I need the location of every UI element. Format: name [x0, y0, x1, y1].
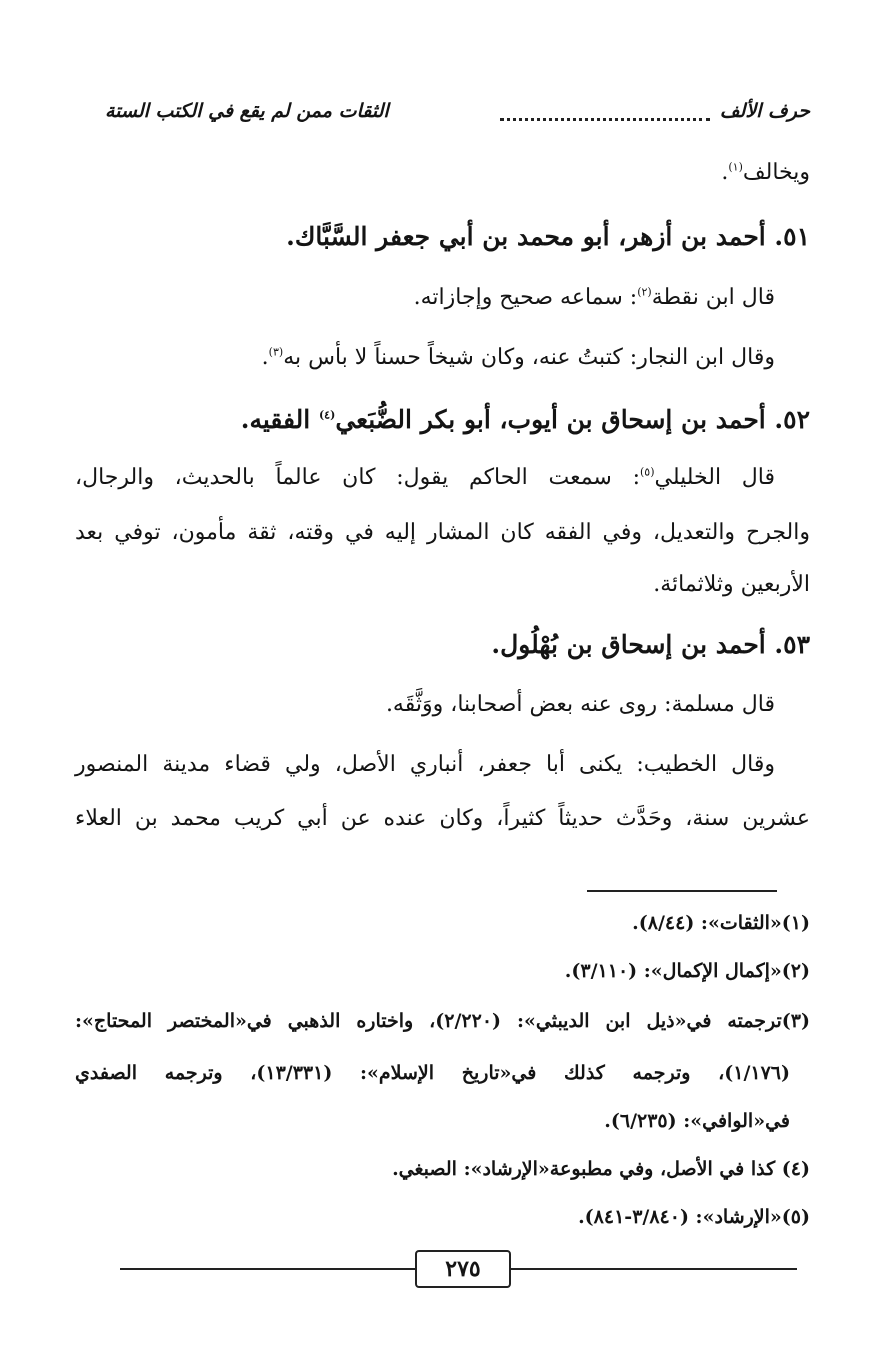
body-line-1: قال ابن نقطة$^{(٢)}$: سماعه صحيح وإجازاته. — [413, 285, 775, 310]
footnote-4: (٤) كذا في الأصل، وفي مطبوعة«الإرشاد»: الصبغي. — [392, 1158, 810, 1180]
page-number: ٢٧٥ — [415, 1250, 511, 1288]
footer-rule-right — [499, 1268, 797, 1270]
body-line-6: قال مسلمة: روى عنه بعض أصحابنا، ووَثَّقَه. — [385, 692, 775, 717]
footnote-5: (٥)«الإرشاد»: (٣/٨٤٠-٨٤١). — [578, 1206, 810, 1228]
footnote-divider — [587, 890, 777, 892]
entry-52-heading: ٥٢. أحمد بن إسحاق بن أيوب، أبو بكر الضُّبَعي$^{(٤)}$ الفقيه. — [240, 405, 810, 434]
header-book-title: الثقات ممن لم يقع في الكتب الستة — [105, 100, 389, 122]
body-line-5: الأربعين وثلاثمائة. — [653, 572, 810, 597]
header-dot-leader — [500, 106, 710, 121]
running-header — [105, 100, 810, 130]
footnote-ref-4: (٤) — [318, 408, 336, 422]
footer-rule-left — [120, 1268, 418, 1270]
body-line-7: وقال الخطيب: يكنى أبا جعفر، أنباري الأصل، ولي قضاء مدينة المنصور — [75, 752, 775, 777]
footnote-1: (١)«الثقات»: (٨/٤٤). — [632, 912, 810, 934]
footnote-ref-5: (٥) — [639, 465, 655, 479]
footnote-ref-1: (١) — [728, 160, 743, 174]
footnote-3-line-1: (٣)ترجمته في«ذيل ابن الديبثي»: (٢/٢٢٠)، واختاره الذهبي في«المختصر المحتاج»: — [75, 1010, 810, 1032]
footnote-3-line-2: (١/١٧٦)، وترجمه كذلك في«تاريخ الإسلام»: (١٣/٣٣١)، وترجمه الصفدي — [75, 1062, 790, 1084]
body-line-0: ويخالف$^{(١)}$. — [721, 160, 810, 185]
footnote-ref-3: (٣) — [268, 345, 284, 359]
body-line-4: والجرح والتعديل، وفي الفقه كان المشار إليه في وقته، ثقة مأمون، توفي بعد — [75, 520, 810, 545]
body-line-3: قال الخليلي$^{(٥)}$: سمعت الحاكم يقول: كان عالماً بالحديث، والرجال، — [75, 465, 775, 490]
entry-51-heading: ٥١. أحمد بن أزهر، أبو محمد بن أبي جعفر السَّبَّاك. — [286, 222, 810, 251]
footnote-ref-2: (٢) — [637, 285, 652, 299]
header-chapter: حرف الألف — [719, 100, 810, 122]
footnote-3-line-3: في«الوافي»: (٦/٢٣٥). — [604, 1110, 790, 1132]
footnote-2: (٢)«إكمال الإكمال»: (٣/١١٠). — [564, 960, 810, 982]
entry-53-heading: ٥٣. أحمد بن إسحاق بن بُهْلُول. — [491, 630, 810, 659]
body-line-8: عشرين سنة، وحَدَّث حديثاً كثيراً، وكان عنده عن أبي كريب محمد بن العلاء — [75, 806, 810, 831]
body-line-2: وقال ابن النجار: كتبتُ عنه، وكان شيخاً حسناً لا بأس به$^{(٣)}$. — [261, 345, 775, 370]
